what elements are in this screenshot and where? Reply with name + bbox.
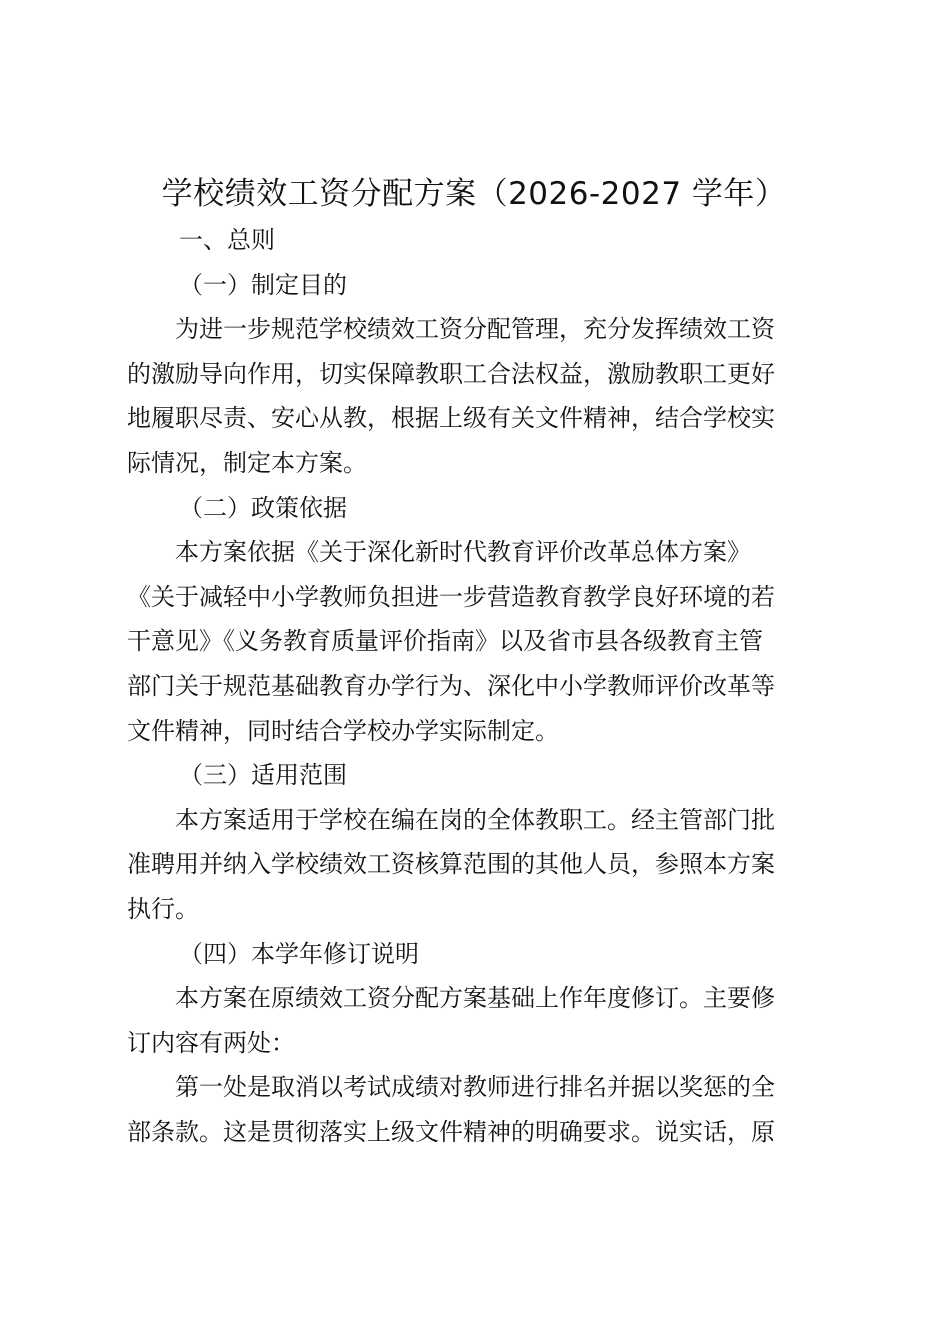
paragraph-line: 为进一步规范学校绩效工资分配管理，充分发挥绩效工资: [175, 315, 775, 344]
document-title: 学校绩效工资分配方案（2026-2027 学年）: [161, 176, 787, 212]
paragraph-line: 准聘用并纳入学校绩效工资核算范围的其他人员，参照本方案: [127, 850, 775, 879]
paragraph-line: 部门关于规范基础教育办学行为、深化中小学教师评价改革等: [127, 671, 775, 700]
subsection-heading: （二）政策依据: [179, 493, 347, 522]
subsection-heading: （一）制定目的: [179, 270, 347, 299]
paragraph-line: 第一处是取消以考试成绩对教师进行排名并据以奖惩的全: [175, 1073, 775, 1102]
paragraph-line: 干意见》《义务教育质量评价指南》以及省市县各级教育主管: [127, 627, 763, 656]
paragraph-line: 部条款。这是贯彻落实上级文件精神的明确要求。说实话，原: [127, 1117, 775, 1146]
paragraph-line: 订内容有两处：: [127, 1028, 295, 1057]
paragraph-line: 本方案适用于学校在编在岗的全体教职工。经主管部门批: [175, 805, 775, 834]
paragraph-line: 本方案依据《关于深化新时代教育评价改革总体方案》: [175, 538, 751, 567]
subsection-heading: （三）适用范围: [179, 761, 347, 790]
paragraph-line: 文件精神，同时结合学校办学实际制定。: [127, 716, 559, 745]
paragraph-line: 本方案在原绩效工资分配方案基础上作年度修订。主要修: [175, 984, 775, 1013]
document-page: [127, 170, 817, 1154]
paragraph-line: 《关于减轻中小学教师负担进一步营造教育教学良好环境的若: [127, 582, 775, 611]
paragraph-line: 地履职尽责、安心从教，根据上级有关文件精神，结合学校实: [127, 404, 775, 433]
subsection-heading: （四）本学年修订说明: [179, 939, 419, 968]
paragraph-line: 际情况，制定本方案。: [127, 448, 367, 477]
paragraph-line: 的激励导向作用，切实保障教职工合法权益，激励教职工更好: [127, 359, 775, 388]
paragraph-line: 执行。: [127, 894, 199, 923]
section-heading: 一、总则: [179, 226, 275, 254]
